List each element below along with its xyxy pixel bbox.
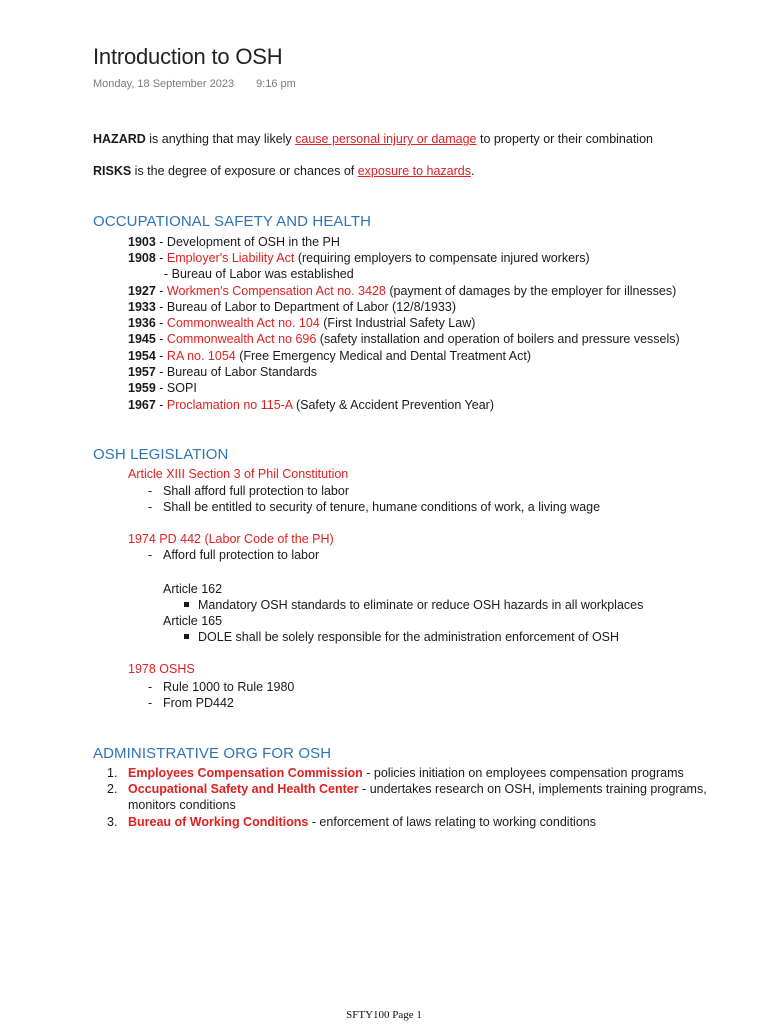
risks-definition: RISKS is the degree of exposure or chances of exposure to hazards. [93, 164, 475, 178]
page-footer: SFTY100 Page 1 [346, 1009, 422, 1021]
osh-item: 1908 - Employer's Liability Act (requiring employers to compensate injured workers) [128, 251, 590, 265]
constitution-title: Article XIII Section 3 of Phil Constitution [128, 467, 349, 481]
risks-highlight: exposure to hazards [357, 164, 471, 178]
osh-item: 1959 - SOPI [128, 381, 197, 395]
admin-item: 1. Employees Compensation Commission - policies initiation on employees compensation programs [107, 766, 684, 780]
bullet-item: - Rule 1000 to Rule 1980 [148, 680, 295, 694]
bullet-item: - Shall be entitled to security of tenure, humane conditions of work, a living wage [148, 500, 601, 514]
oshs-title: 1978 OSHS [128, 662, 195, 676]
square-bullet-icon [184, 634, 189, 639]
admin-heading: ADMINISTRATIVE ORG FOR OSH [93, 745, 332, 762]
bullet-item: - From PD442 [148, 696, 234, 710]
page-time: 9:16 pm [256, 78, 296, 90]
article-162-label: Article 162 [163, 582, 223, 596]
legislation-heading: OSH LEGISLATION [93, 446, 229, 463]
admin-item: 2. Occupational Safety and Health Center - undertakes research on OSH, implements training programs, [107, 782, 707, 796]
risks-term: RISKS [93, 164, 132, 178]
bullet-item: - Shall afford full protection to labor [148, 484, 349, 498]
osh-item: 1967 - Proclamation no 115-A (Safety & Accident Prevention Year) [128, 398, 494, 412]
page-date: Monday, 18 September 2023 [93, 78, 235, 90]
admin-item-continuation: monitors conditions [128, 798, 236, 812]
osh-item: 1936 - Commonwealth Act no. 104 (First Industrial Safety Law) [128, 316, 476, 330]
admin-item: 3. Bureau of Working Conditions - enforcement of laws relating to working conditions [107, 815, 596, 829]
osh-item: 1957 - Bureau of Labor Standards [128, 365, 318, 379]
page-datetime [93, 78, 296, 90]
osh-item: 1903 - Development of OSH in the PH [128, 235, 340, 249]
bullet-item: - Afford full protection to labor [148, 548, 320, 562]
osh-item: 1927 - Workmen's Compensation Act no. 3428 (payment of damages by the employer for illnesses) [128, 284, 677, 298]
page-title: Introduction to OSH [93, 44, 283, 69]
article-165-label: Article 165 [163, 614, 223, 628]
labor-code-title: 1974 PD 442 (Labor Code of the PH) [128, 532, 334, 546]
osh-subitem: - Bureau of Labor was established [164, 267, 354, 281]
osh-item: 1954 - RA no. 1054 (Free Emergency Medical and Dental Treatment Act) [128, 349, 531, 363]
article-162-item: Mandatory OSH standards to eliminate or reduce OSH hazards in all workplaces [184, 597, 643, 613]
hazard-highlight: cause personal injury or damage [295, 132, 477, 146]
square-bullet-icon [184, 602, 189, 607]
article-165-item: DOLE shall be solely responsible for the administration enforcement of OSH [184, 629, 619, 645]
hazard-definition: HAZARD is anything that may likely cause personal injury or damage to property or their combination [93, 132, 653, 146]
osh-item: 1933 - Bureau of Labor to Department of Labor (12/8/1933) [128, 300, 456, 314]
hazard-term: HAZARD [93, 132, 146, 146]
osh-heading: OCCUPATIONAL SAFETY AND HEALTH [93, 213, 372, 230]
osh-item: 1945 - Commonwealth Act no 696 (safety installation and operation of boilers and pressure vessels) [128, 332, 680, 346]
